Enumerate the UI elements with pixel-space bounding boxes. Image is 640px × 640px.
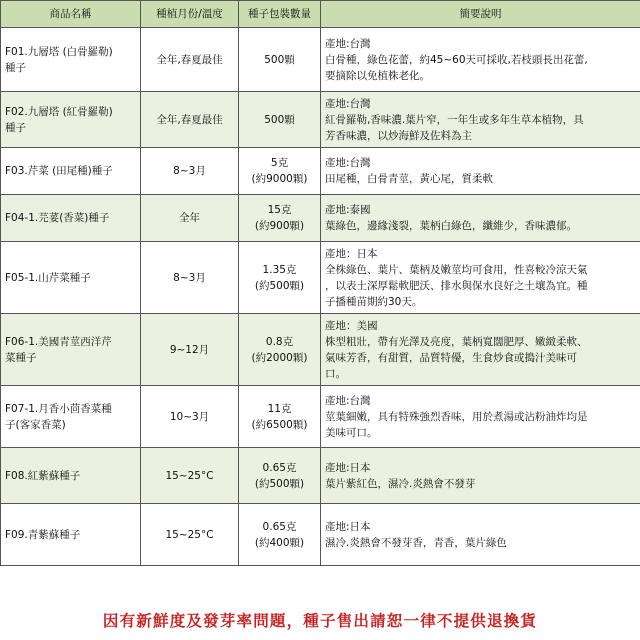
package-quantity-line: (約500顆) <box>254 477 305 490</box>
description-cell <box>321 28 640 92</box>
product-name-line: 菜種子 <box>5 351 37 364</box>
product-name-cell <box>1 28 141 92</box>
description-line: 芳香味濃，以炒海鮮及佐料為主 <box>325 129 472 142</box>
planting-period-cell: 8~3月 <box>141 242 239 314</box>
product-name-line: F08.紅紫蘇種子 <box>5 469 81 482</box>
product-name-cell <box>1 504 141 566</box>
product-name-line: F06-1.美國青莖西洋芹 <box>5 335 112 348</box>
description-line: 產地:台灣 <box>325 157 371 169</box>
package-quantity-line: (約900顆) <box>254 220 305 232</box>
product-name-cell <box>1 314 141 386</box>
description-line: 全株綠色、葉片、葉柄及嫩莖均可食用，性喜較冷涼天氣 <box>325 263 588 276</box>
description-line: 要摘除以免植株老化。 <box>325 69 430 82</box>
description-line: 田尾種，白骨青莖，黃心尾，質柔軟 <box>325 173 493 185</box>
description-line: 子播種苗期約30天。 <box>325 295 423 308</box>
package-quantity-line: 0.65克 <box>262 520 297 533</box>
table-body <box>1 28 640 566</box>
package-quantity-line: (約500顆) <box>254 279 305 292</box>
product-name-line: 子(客家香菜) <box>5 418 66 431</box>
header-description: 簡要說明 <box>321 1 640 28</box>
product-name-line: F02.九層塔 (紅骨羅勒) <box>5 105 113 118</box>
description-line: 產地:泰國 <box>325 204 371 216</box>
package-quantity-cell <box>239 504 321 566</box>
package-quantity-cell <box>239 28 321 92</box>
product-name-line: F09.青紫蘇種子 <box>5 528 81 541</box>
header-product-name: 商品名稱 <box>1 1 141 28</box>
planting-period-cell: 15~25°C <box>141 504 239 566</box>
header-package-quantity: 種子包裝數量 <box>239 1 321 28</box>
description-line: 紅骨羅勒,香味濃.葉片窄，一年生或多年生草本植物，具 <box>325 113 584 126</box>
description-line: 美味可口。 <box>325 426 378 439</box>
description-line: 產地:台灣 <box>325 97 371 110</box>
package-quantity-cell <box>239 448 321 504</box>
description-line: 產地:日本 <box>325 461 371 474</box>
planting-period-cell: 15~25°C <box>141 448 239 504</box>
description-line: 氣味芳香，有甜質，品質特優，生食炒食或搗汁美味可 <box>325 351 577 364</box>
product-name-line: F07-1.月香小茴香菜種 <box>5 402 112 415</box>
package-quantity-line: 15克 <box>267 204 292 216</box>
product-name-line: 種子 <box>5 61 26 74</box>
description-line: 產地:台灣 <box>325 37 371 50</box>
description-line: 濕冷.炎熱會不發芽香，青香，葉片綠色 <box>325 536 507 549</box>
no-return-notice: 因有新鮮度及發芽率問題，種子售出請恕一律不提供退換貨 <box>102 611 538 630</box>
table-row <box>1 195 640 242</box>
product-name-cell <box>1 195 141 242</box>
package-quantity-line: (約6500顆) <box>251 418 308 431</box>
table-row <box>1 386 640 448</box>
table-row <box>1 148 640 195</box>
planting-period-cell: 全年,春夏最佳 <box>141 92 239 148</box>
package-quantity-cell <box>239 242 321 314</box>
planting-period-cell: 全年 <box>141 195 239 242</box>
description-cell <box>321 242 640 314</box>
header-planting-period: 種植月份/溫度 <box>141 1 239 28</box>
table-header-row <box>1 1 640 28</box>
product-name-cell <box>1 242 141 314</box>
description-cell <box>321 195 640 242</box>
package-quantity-line: 500顆 <box>264 113 295 126</box>
package-quantity-line: 5克 <box>270 157 289 169</box>
table-row <box>1 504 640 566</box>
description-cell <box>321 448 640 504</box>
product-name-line: F04-1.芫荽(香菜)種子 <box>5 212 110 224</box>
product-name-cell <box>1 92 141 148</box>
package-quantity-line: 0.8克 <box>265 335 294 348</box>
product-name-line: F01.九層塔 (白骨羅勒) <box>5 45 113 58</box>
table-row <box>1 314 640 386</box>
description-line: 葉綠色，邊緣淺裂，葉柄白綠色，纖維少，香味濃郁。 <box>325 220 577 232</box>
package-quantity-line: (約400顆) <box>254 536 305 549</box>
description-line: 口。 <box>325 367 346 380</box>
package-quantity-line: 1.35克 <box>262 263 297 276</box>
description-line: 白骨種，綠色花蕾，約45~60天可採收,若枝頭長出花蕾, <box>325 53 588 66</box>
description-line: 產地:日本 <box>325 520 371 533</box>
description-line: 產地：美國 <box>325 319 378 332</box>
package-quantity-cell <box>239 386 321 448</box>
description-line: ，以表土深厚鬆軟肥沃、排水與保水良好之土壤為宜。種 <box>325 279 588 292</box>
product-name-cell <box>1 448 141 504</box>
package-quantity-line: (約2000顆) <box>251 351 308 364</box>
planting-period-cell: 9~12月 <box>141 314 239 386</box>
package-quantity-cell <box>239 314 321 386</box>
package-quantity-line: 0.65克 <box>262 461 297 474</box>
product-name-line: F05-1.山芹菜種子 <box>5 271 91 284</box>
description-line: 產地:台灣 <box>325 394 371 407</box>
product-name-line: F03.芹菜 (田尾種)種子 <box>5 165 113 177</box>
table-row <box>1 242 640 314</box>
table-row <box>1 448 640 504</box>
package-quantity-line: (約9000顆) <box>251 173 308 185</box>
description-cell <box>321 148 640 195</box>
description-line: 莖葉細嫩，具有特殊強烈香味，用於煮湯或沾粉油炸均是 <box>325 410 588 423</box>
description-cell <box>321 314 640 386</box>
package-quantity-cell <box>239 92 321 148</box>
product-name-cell <box>1 386 141 448</box>
description-cell <box>321 386 640 448</box>
package-quantity-line: 500顆 <box>264 53 295 66</box>
description-cell <box>321 504 640 566</box>
planting-period-cell: 8~3月 <box>141 148 239 195</box>
description-line: 株型粗壯，帶有光澤及亮度，葉柄寬闊肥厚、嫩緻柔軟、 <box>325 335 588 348</box>
table-row <box>1 28 640 92</box>
planting-period-cell: 10~3月 <box>141 386 239 448</box>
planting-period-cell: 全年,春夏最佳 <box>141 28 239 92</box>
package-quantity-line: 11克 <box>267 402 292 415</box>
description-line: 葉片紫紅色，濕冷.炎熱會不發芽 <box>325 477 476 490</box>
package-quantity-cell <box>239 195 321 242</box>
table-row <box>1 92 640 148</box>
package-quantity-cell <box>239 148 321 195</box>
product-name-cell <box>1 148 141 195</box>
product-name-line: 種子 <box>5 121 26 134</box>
description-cell <box>321 92 640 148</box>
description-line: 產地：日本 <box>325 247 378 260</box>
